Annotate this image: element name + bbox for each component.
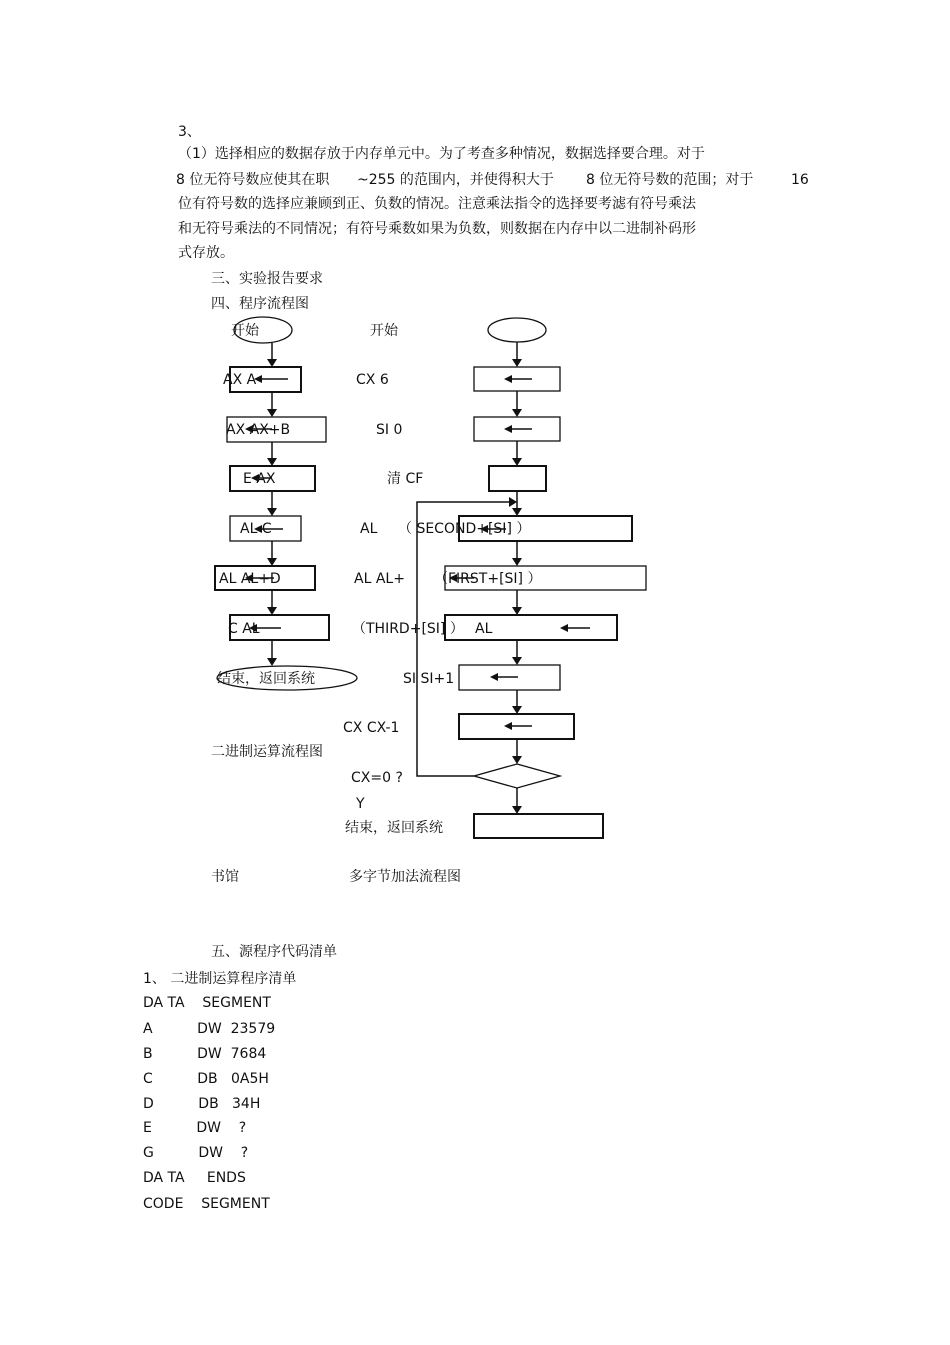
left-start-label: 开始 [231,323,259,339]
left-inline-arrows [245,375,288,632]
right-step-label: （FIRST+[SI] ） [434,571,542,587]
paragraph-line: ~255 的范围内，并使得积大于 [357,172,554,188]
code-line: CODE SEGMENT [143,1196,270,1212]
right-step-label: AL AL+ [354,571,405,587]
paragraph-line: 8 位无符号数应使其在职 [176,172,330,188]
code-line: G DW ? [143,1145,249,1161]
code-line: B DW 7684 [143,1046,267,1062]
right-step-label: AL [360,521,378,537]
right-step-label: SI 0 [376,422,403,438]
code-line: DA TA SEGMENT [143,995,271,1011]
section-heading-flowchart: 四、程序流程图 [211,296,309,312]
code-line: DA TA ENDS [143,1170,246,1186]
left-step-label: E AX [243,471,276,487]
section-heading-report: 三、实验报告要求 [211,271,323,287]
section-heading-source: 五、源程序代码清单 [211,944,337,960]
right-step-label: CX 6 [356,372,389,388]
right-condition-label: CX=0 ? [351,770,403,786]
code-line: C DB 0A5H [143,1071,269,1087]
left-step-label: C AL [228,621,260,637]
paragraph-line: 8 位无符号数的范围；对于 [586,172,754,188]
right-process-box [445,615,617,640]
left-step-label: AX A [223,372,257,388]
right-process-box [489,466,546,491]
code-line: E DW ? [143,1120,247,1136]
right-step-label: （ SECOND+[SI] ） [398,521,531,537]
right-yes-label: Y [356,796,365,812]
right-inline-arrows [449,375,590,730]
paragraph-line: 式存放。 [178,245,234,261]
paragraph-line: 16 [791,172,809,188]
right-decision-diamond [474,764,560,788]
right-step-label: 清 CF [387,471,424,487]
left-end-label: 结束，返回系统 [217,671,315,687]
right-start-label: 开始 [370,323,398,339]
right-start-terminal [488,318,546,342]
footer-fragment: 书馆 [211,869,239,885]
section-number: 3、 [178,124,201,140]
right-step-label: AL [475,621,493,637]
code-line: D DB 34H [143,1096,261,1112]
paragraph-line: 位有符号数的选择应兼顾到正、负数的情况。注意乘法指令的选择要考滤有符号乘法 [178,196,696,212]
right-end-label: 结束，返回系统 [345,820,443,836]
right-flow-caption: 多字节加法流程图 [349,869,461,885]
left-flow-caption: 二进制运算流程图 [211,744,323,760]
listing-title: 1、 二进制运算程序清单 [143,971,297,987]
right-end-box [474,814,603,838]
code-line: A DW 23579 [143,1021,276,1037]
right-step-label: CX CX-1 [343,720,400,736]
left-step-label: AX AX+B [226,422,291,438]
paragraph-line: （1）选择相应的数据存放于内存单元中。为了考查多种情况，数据选择要合理。对于 [178,146,705,162]
right-step-label: SI SI+1 [403,671,455,687]
left-step-label: AL C [240,521,272,537]
left-step-label: AL AL+D [219,571,281,587]
paragraph-line: 和无符号乘法的不同情况；有符号乘数如果为负数，则数据在内存中以二进制补码形 [178,221,696,237]
right-step-label: （THIRD+[SI] ） [352,621,464,637]
